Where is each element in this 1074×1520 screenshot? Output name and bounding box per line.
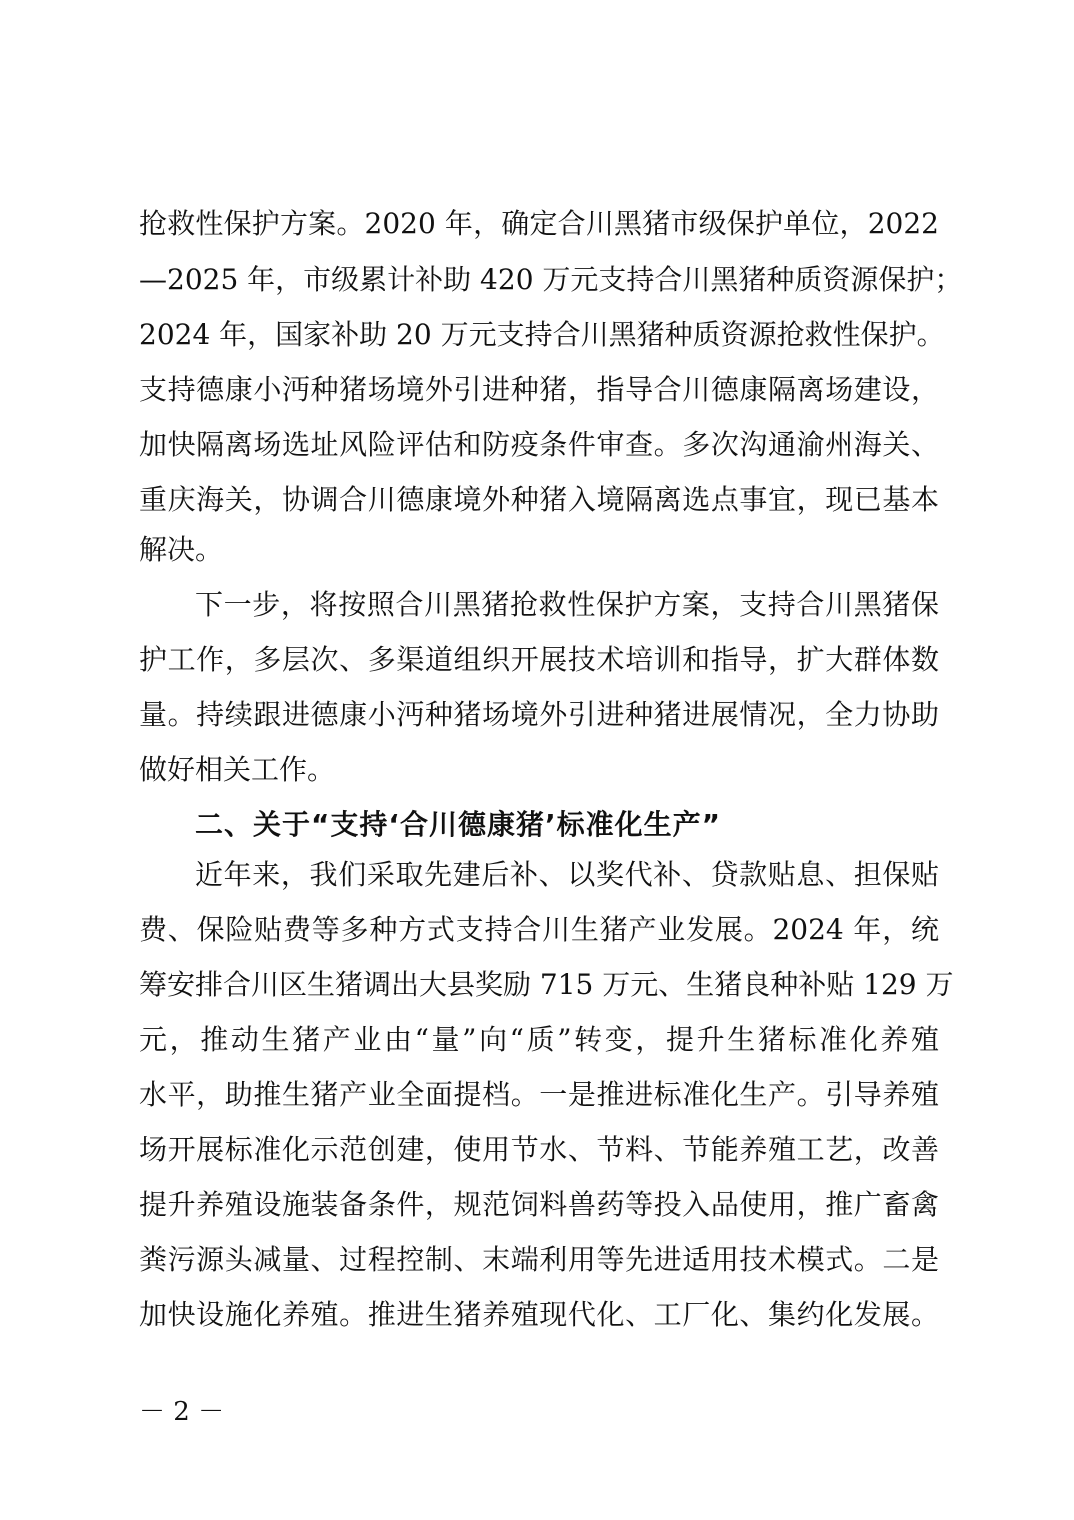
body-text-line: 加快隔离场选址风险评估和防疫条件审查。多次沟通渝州海关、 [139, 428, 939, 461]
body-text-line: 筹安排合川区生猪调出大县奖励 715 万元、生猪良种补贴 129 万 [139, 968, 954, 1001]
body-text-line: 下一步，将按照合川黑猪抢救性保护方案，支持合川黑猪保 [195, 588, 939, 621]
body-text-line: 护工作，多层次、多渠道组织开展技术培训和指导，扩大群体数 [139, 643, 939, 676]
body-text-line: 加快设施化养殖。推进生猪养殖现代化、工厂化、集约化发展。 [139, 1298, 939, 1331]
body-text-line: 场开展标准化示范创建，使用节水、节料、节能养殖工艺，改善 [139, 1133, 939, 1166]
body-text-line: 做好相关工作。 [139, 753, 336, 786]
body-text-line: 近年来，我们采取先建后补、以奖代补、贷款贴息、担保贴 [195, 858, 939, 891]
body-text-line: 2024 年，国家补助 20 万元支持合川黑猪种质资源抢救性保护。 [139, 318, 945, 351]
body-text-line: 解决。 [139, 533, 224, 566]
body-text-line: 抢救性保护方案。2020 年，确定合川黑猪市级保护单位，2022 [139, 207, 939, 240]
body-text-line: 支持德康小沔种猪场境外引进种猪，指导合川德康隔离场建设， [139, 373, 939, 406]
body-text-line: 重庆海关，协调合川德康境外种猪入境隔离选点事宜，现已基本 [139, 483, 939, 516]
body-text-line: 水平，助推生猪产业全面提档。一是推进标准化生产。引导养殖 [139, 1078, 939, 1111]
body-text-line: 提升养殖设施装备条件，规范饲料兽药等投入品使用，推广畜禽 [139, 1188, 939, 1221]
page-number: － 2 － [139, 1397, 225, 1427]
body-text-line: 量。持续跟进德康小沔种猪场境外引进种猪进展情况，全力协助 [139, 698, 939, 731]
body-text-line: 元，推动生猪产业由“量”向“质”转变，提升生猪标准化养殖 [139, 1023, 939, 1056]
body-text-line: 粪污源头减量、过程控制、末端利用等先进适用技术模式。二是 [139, 1243, 939, 1276]
section-heading: 二、关于“支持‘合川德康猪’标准化生产” [195, 808, 722, 841]
body-text-line: 费、保险贴费等多种方式支持合川生猪产业发展。2024 年，统 [139, 913, 939, 946]
body-text-line: —2025 年，市级累计补助 420 万元支持合川黑猪种质资源保护； [139, 263, 963, 296]
